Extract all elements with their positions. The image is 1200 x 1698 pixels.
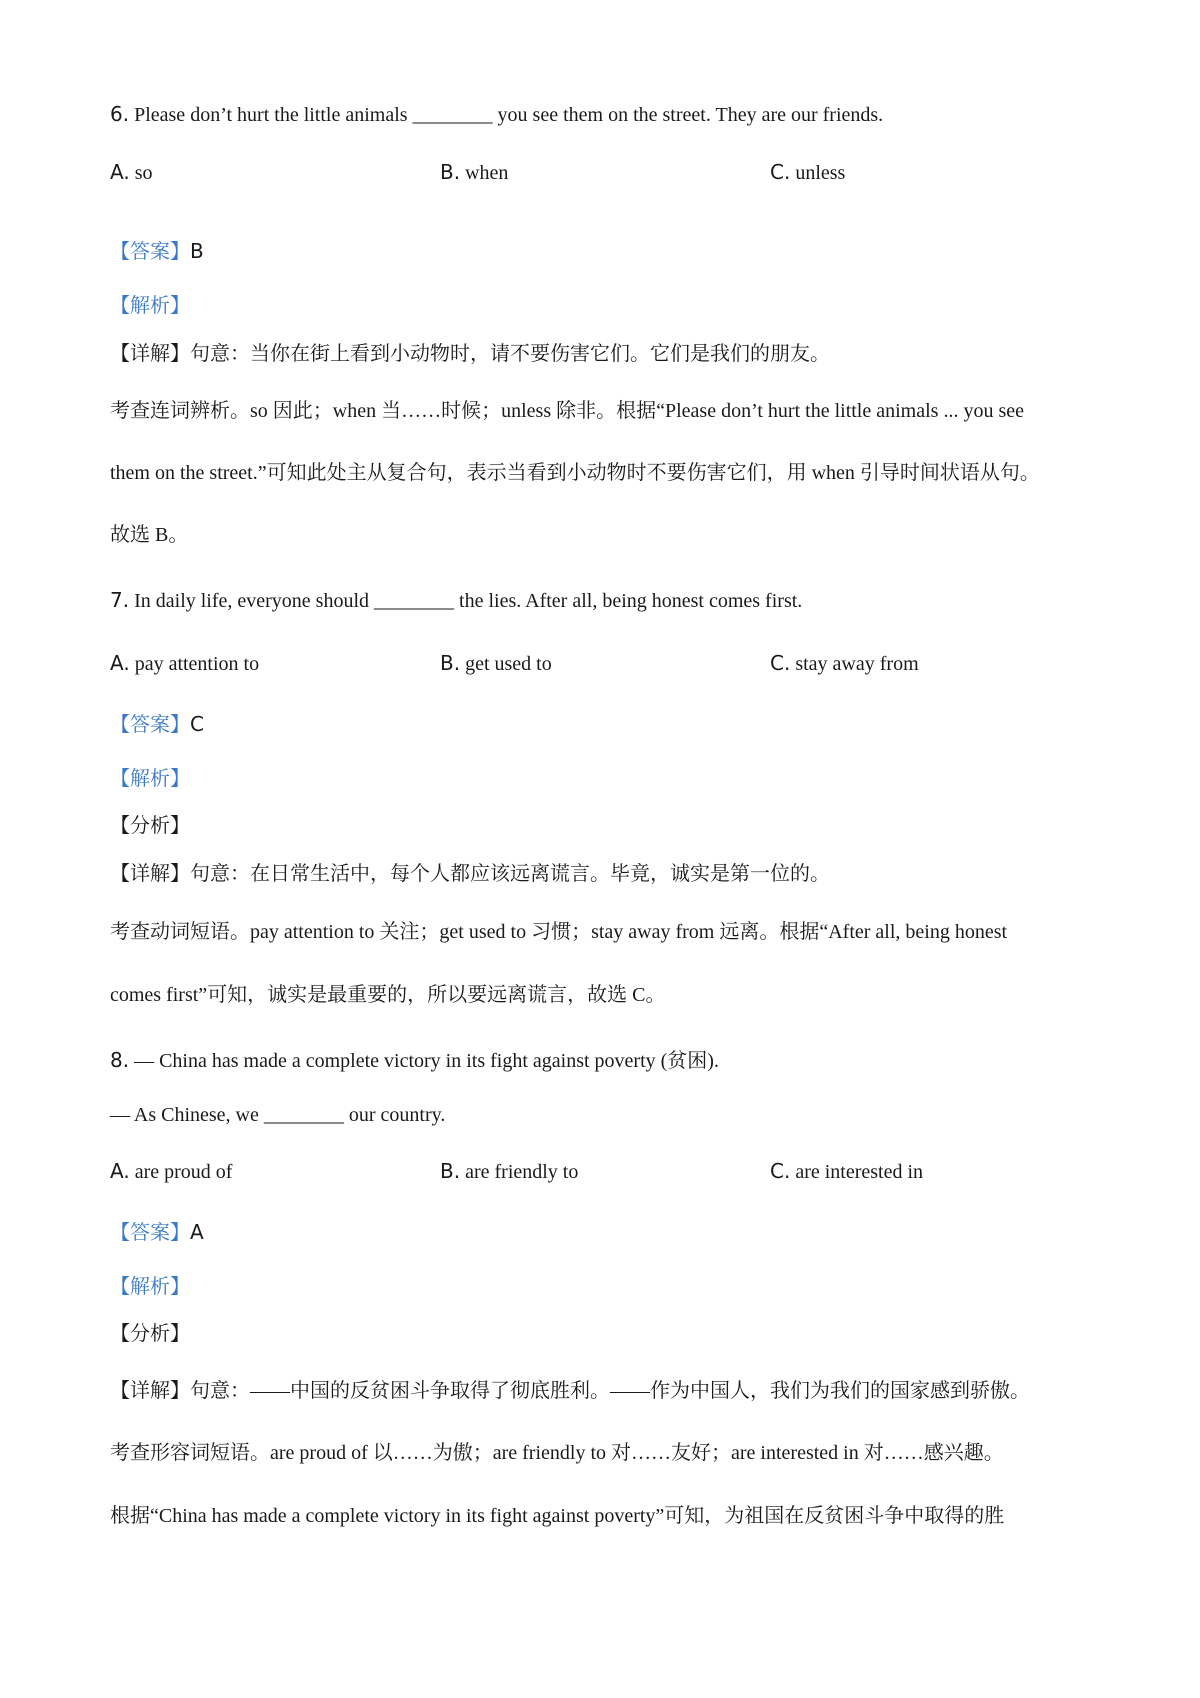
explain-text: 考查形容词短语。are proud of 以……为傲；are friendly to 对……友好；are interested in 对……感兴趣。 [110, 1442, 1004, 1464]
answer-tag: 【答案】 [110, 1222, 190, 1244]
question-number: 6. [110, 102, 130, 126]
answer-value: C [190, 712, 204, 736]
option-text: are proud of [134, 1161, 233, 1183]
question-6 [110, 100, 883, 129]
detail-tag: 【详解】 [110, 1380, 190, 1402]
option-letter: B. [440, 651, 461, 675]
option-letter: B. [440, 160, 461, 184]
explain-line [110, 459, 1040, 487]
option-b [440, 649, 552, 678]
explain-line [110, 1502, 1004, 1530]
option-text: are friendly to [465, 1161, 579, 1183]
fenxi-tag: 【分析】 [110, 815, 190, 837]
option-text: when [465, 162, 509, 184]
option-a [110, 1157, 232, 1186]
question-number: 8. [110, 1048, 130, 1072]
option-letter: B. [440, 1159, 461, 1183]
detail-tag: 【详解】 [110, 343, 190, 365]
question-text: — China has made a complete victory in its fight against poverty (贫困). [134, 1050, 719, 1072]
explain-text: them on the street.”可知此处主从复合句，表示当看到小动物时不要伤害它们，用 when 引导时间状语从句。 [110, 462, 1040, 484]
answer-value: B [190, 239, 204, 263]
question-7 [110, 586, 802, 615]
analysis-tag: 【解析】 [110, 768, 190, 790]
explain-line [110, 1439, 1004, 1467]
explain-line [110, 981, 666, 1009]
option-a [110, 649, 259, 678]
question-text: In daily life, everyone should ________ the lies. After all, being honest comes first. [134, 590, 803, 612]
answer-line [110, 237, 204, 266]
option-letter: A. [110, 160, 130, 184]
option-b [440, 1157, 578, 1186]
explain-text: comes first”可知，诚实是最重要的，所以要远离谎言，故选 C。 [110, 984, 666, 1006]
answer-value: A [190, 1220, 204, 1244]
option-text: get used to [465, 653, 552, 675]
option-c [770, 158, 845, 187]
analysis-line [110, 1273, 190, 1301]
option-letter: C. [770, 160, 791, 184]
explain-line [110, 521, 188, 549]
explain-text: 根据“China has made a complete victory in its fight against poverty”可知，为祖国在反贫困斗争中取得的胜 [110, 1505, 1005, 1527]
question-8-line-2 [110, 1101, 445, 1129]
option-a [110, 158, 152, 187]
option-text: stay away from [795, 653, 919, 675]
fenxi-line [110, 812, 190, 840]
question-number: 7. [110, 588, 130, 612]
question-8 [110, 1046, 719, 1075]
question-text: — As Chinese, we ________ our country. [110, 1104, 446, 1126]
explain-line [110, 918, 1007, 946]
option-text: pay attention to [134, 653, 260, 675]
detail-text: 句意：当你在街上看到小动物时，请不要伤害它们。它们是我们的朋友。 [190, 343, 830, 365]
analysis-line [110, 765, 190, 793]
explain-line [110, 397, 1024, 425]
answer-line [110, 1218, 204, 1247]
detail-line [110, 1377, 1030, 1405]
detail-line [110, 860, 830, 888]
option-c [770, 1157, 923, 1186]
option-text: are interested in [795, 1161, 924, 1183]
option-text: so [134, 162, 153, 184]
option-letter: C. [770, 651, 791, 675]
answer-tag: 【答案】 [110, 714, 190, 736]
explain-text: 考查连词辨析。so 因此；when 当……时候；unless 除非。根据“Please don’t hurt the little animals ... you see [110, 400, 1024, 422]
detail-line [110, 340, 830, 368]
detail-text: 句意：在日常生活中，每个人都应该远离谎言。毕竟，诚实是第一位的。 [190, 863, 830, 885]
answer-line [110, 710, 204, 739]
detail-text: 句意：——中国的反贫困斗争取得了彻底胜利。——作为中国人，我们为我们的国家感到骄傲。 [190, 1380, 1030, 1402]
question-text: Please don’t hurt the little animals ________ you see them on the street. They are our friends. [134, 104, 884, 126]
answer-tag: 【答案】 [110, 241, 190, 263]
explain-text: 故选 B。 [110, 524, 189, 546]
option-letter: A. [110, 651, 130, 675]
analysis-tag: 【解析】 [110, 295, 190, 317]
explain-text: 考查动词短语。pay attention to 关注；get used to 习惯；stay away from 远离。根据“After all, being honest [110, 921, 1008, 943]
option-letter: A. [110, 1159, 130, 1183]
option-text: unless [795, 162, 846, 184]
detail-tag: 【详解】 [110, 863, 190, 885]
option-b [440, 158, 508, 187]
analysis-tag: 【解析】 [110, 1276, 190, 1298]
analysis-line [110, 292, 190, 320]
option-c [770, 649, 919, 678]
option-letter: C. [770, 1159, 791, 1183]
fenxi-line [110, 1320, 190, 1348]
fenxi-tag: 【分析】 [110, 1323, 190, 1345]
